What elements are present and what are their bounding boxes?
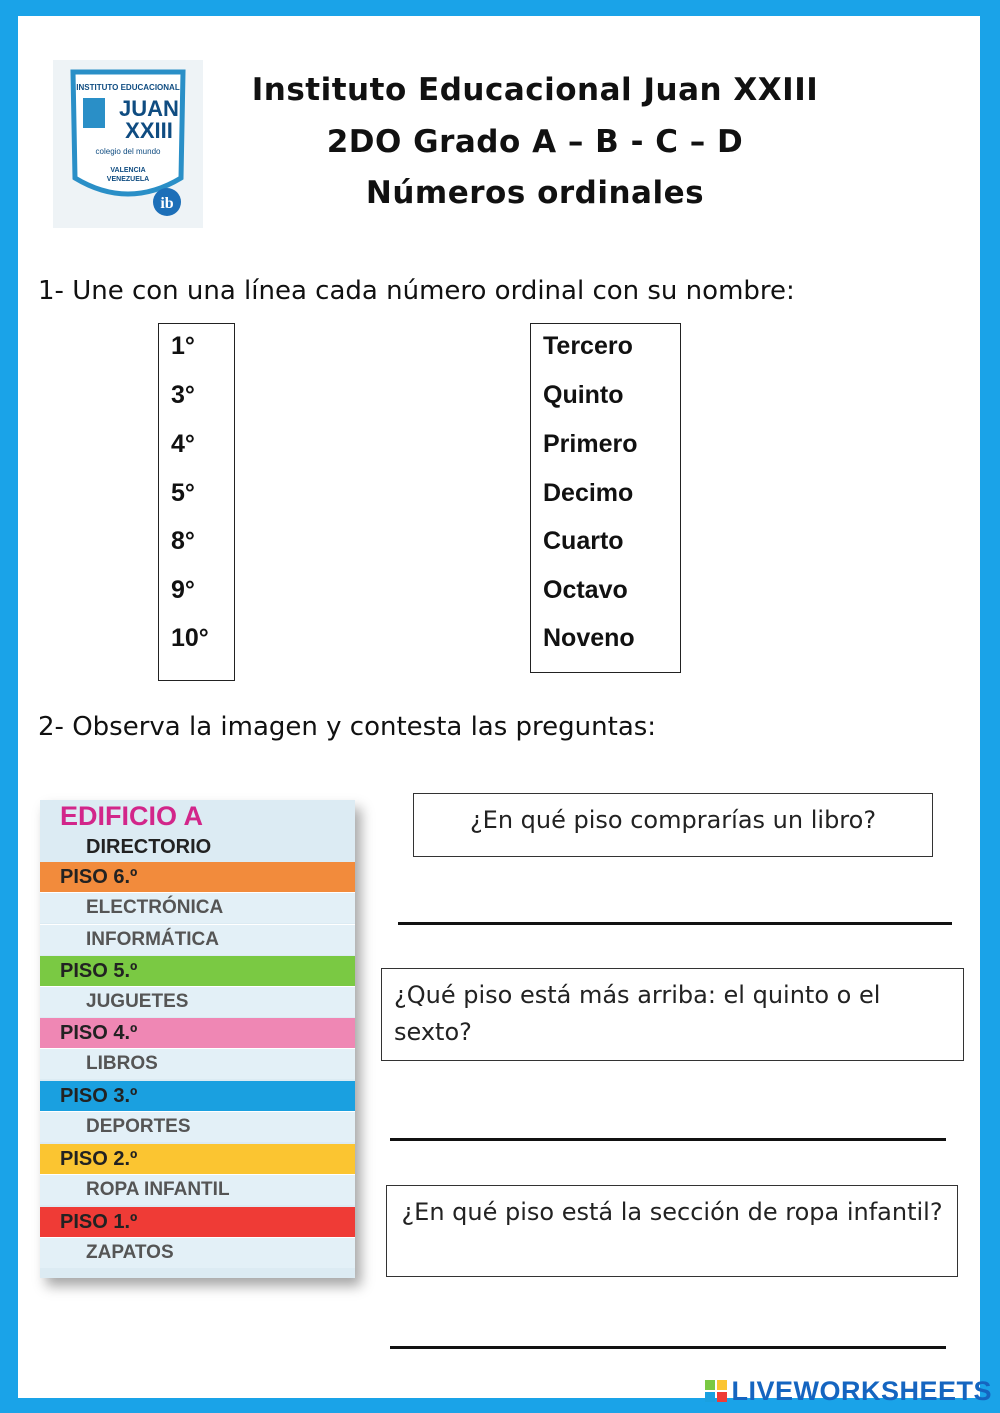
ordinal-number[interactable]: 5° [171,479,195,507]
question-1: ¿En qué piso comprarías un libro? [413,793,933,857]
ordinal-number[interactable]: 8° [171,527,195,555]
question-3: ¿En qué piso está la sección de ropa infantil? [386,1185,958,1277]
floor-5-label: PISO 5.º [40,956,355,986]
directory-title: EDIFICIO A [60,801,204,831]
directory-subtitle: DIRECTORIO [86,836,212,858]
floor-4-label: PISO 4.º [40,1018,355,1048]
liveworksheets-logo-icon [705,1378,727,1400]
ordinal-numbers-column [158,323,235,681]
logo-line1: INSTITUTO EDUCACIONAL [76,83,180,92]
logo-city: VALENCIA [110,167,146,174]
floor-1-label: PISO 1.º [40,1207,355,1237]
brand-text: LIVEWORKSHEETS [731,1376,992,1406]
floor-3-label: PISO 3.º [40,1081,355,1111]
grade-line: 2DO Grado A – B - C – D [326,124,744,160]
logo-line2: colegio del mundo [95,147,161,156]
floor-2-label: PISO 2.º [40,1144,355,1174]
logo-name1: JUAN [119,96,179,121]
answer-line-2[interactable] [390,1138,946,1141]
ordinal-number[interactable]: 9° [171,576,195,604]
building-directory-image [40,800,355,1278]
ib-badge: ib [160,195,174,212]
ordinal-number[interactable]: 10° [171,624,209,652]
instruction-2: 2- Observa la imagen y contesta las preguntas: [38,712,657,742]
question-2: ¿Qué piso está más arriba: el quinto o el sexto? [381,968,964,1061]
ordinal-number[interactable]: 3° [171,381,195,409]
ordinal-name[interactable]: Octavo [543,576,628,604]
dept-libros: LIBROS [40,1048,355,1079]
ordinal-number[interactable]: 1° [171,332,195,360]
dept-electronica: ELECTRÓNICA [40,892,355,923]
dept-deportes: DEPORTES [40,1111,355,1142]
dept-ropa-infantil: ROPA INFANTIL [40,1174,355,1205]
answer-line-1[interactable] [398,922,952,925]
school-logo [53,60,203,228]
logo-name2: XXIII [125,118,173,143]
ordinal-name[interactable]: Cuarto [543,527,624,555]
dept-juguetes: JUGUETES [40,986,355,1017]
instruction-1: 1- Une con una línea cada número ordinal con su nombre: [38,276,795,306]
ordinal-name[interactable]: Decimo [543,479,634,507]
ordinal-names-column [530,323,681,673]
ordinal-name[interactable]: Primero [543,430,638,458]
answer-line-3[interactable] [390,1346,946,1349]
liveworksheets-brand[interactable] [705,1376,992,1407]
floor-6-label: PISO 6.º [40,862,355,892]
topic-title: Números ordinales [365,175,705,211]
ordinal-name[interactable]: Noveno [543,624,635,652]
dept-zapatos: ZAPATOS [40,1237,355,1268]
logo-country: VENEZUELA [106,176,150,183]
ordinal-name[interactable]: Tercero [543,332,633,360]
ordinal-number[interactable]: 4° [171,430,195,458]
dept-informatica: INFORMÁTICA [40,924,355,955]
ordinal-name[interactable]: Quinto [543,381,624,409]
school-name: Instituto Educacional Juan XXIII [251,72,819,108]
